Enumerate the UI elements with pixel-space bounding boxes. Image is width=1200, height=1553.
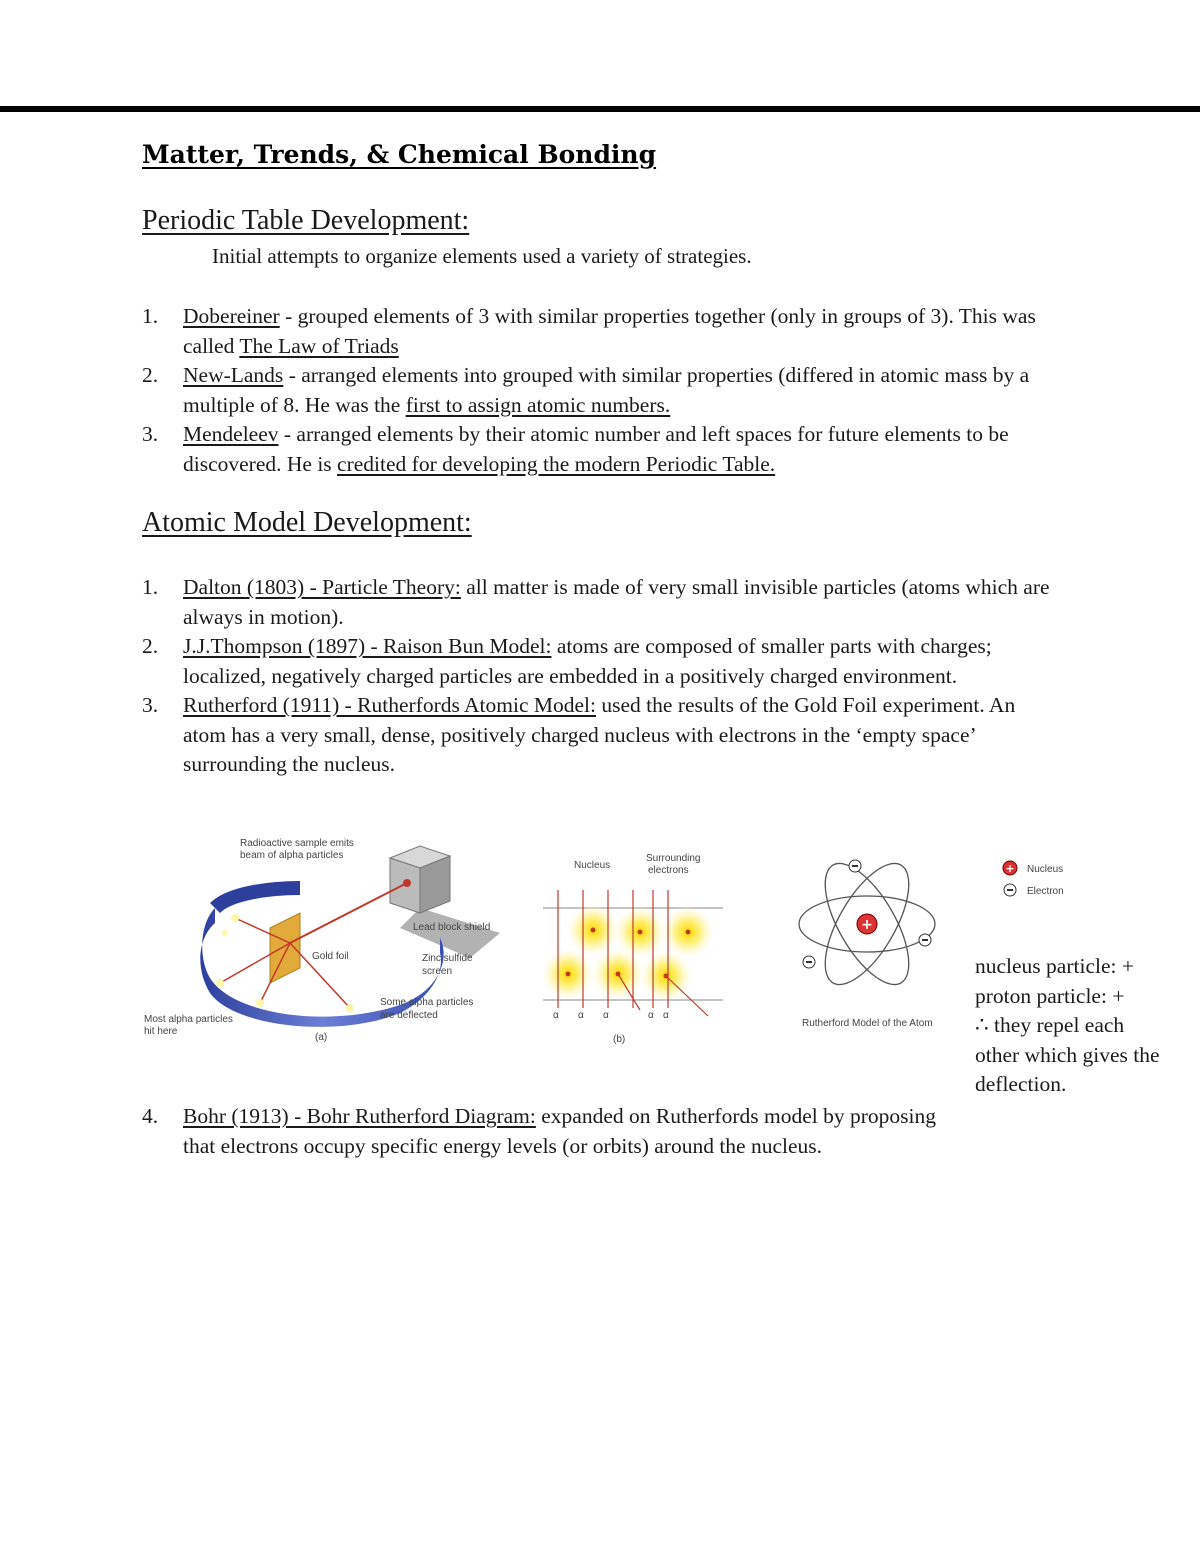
label-source: beam of alpha particles	[240, 850, 344, 861]
atomic-list-continued	[142, 1102, 962, 1161]
item-text: atoms are composed of smaller parts with charges; localized, negatively charged particles are embedded in a positively charged environment.	[183, 634, 992, 688]
label-zinc: Zinc sulfide	[422, 953, 473, 964]
item-name: Dalton (1803) - Particle Theory:	[183, 575, 461, 599]
figure-caption: (b)	[613, 1034, 626, 1045]
item-text: - arranged elements into grouped with similar properties (differed in atomic mass by a multiple of 8. He was the	[183, 363, 1030, 417]
list-item	[142, 573, 1062, 632]
label-most: Most alpha particles	[144, 1014, 233, 1025]
alpha-symbol: α	[603, 1010, 609, 1021]
item-number: 1.	[142, 304, 159, 328]
list-item	[142, 420, 1062, 479]
label-deflect: Some alpha particles	[380, 997, 474, 1008]
list-item	[142, 691, 1062, 780]
label-deflect: are deflected	[380, 1010, 438, 1021]
item-name: Rutherford (1911) - Rutherfords Atomic Model:	[183, 693, 597, 717]
side-note	[975, 952, 1197, 1100]
label-surround: Surrounding	[646, 853, 701, 864]
label-lead: Lead block shield	[413, 922, 491, 933]
item-name: New-Lands	[183, 363, 284, 387]
page-title: Matter, Trends, & Chemical Bonding	[142, 140, 657, 169]
label-source: Radioactive sample emits	[240, 838, 354, 849]
alpha-symbol: α	[663, 1010, 669, 1021]
item-highlight: first to assign atomic numbers.	[405, 392, 671, 417]
periodic-intro: Initial attempts to organize elements used a variety of strategies.	[212, 244, 752, 268]
nucleus-plus: +	[861, 917, 873, 933]
shadow-shape	[400, 908, 500, 958]
side-note-line: proton particle: +	[975, 983, 1125, 1008]
item-name: Dobereiner	[183, 304, 280, 328]
side-note-line: deflection.	[975, 1072, 1067, 1096]
alpha-symbol: α	[578, 1010, 584, 1021]
list-item	[142, 302, 1062, 361]
list-item	[142, 632, 1062, 691]
side-note-line: nucleus particle: +	[975, 954, 1134, 978]
item-text: all matter is made of very small invisible particles (atoms which are always in motion).	[183, 575, 1050, 629]
item-number: 2.	[142, 363, 159, 387]
item-text: used the results of the Gold Foil experiment. An atom has a very small, dense, positively charged nucleus with electrons in the ‘empty space’ surrounding the nucleus.	[183, 693, 1016, 776]
item-text: - arranged elements by their atomic number and left spaces for future elements to be discovered. He is	[183, 422, 1009, 476]
side-note-line: ∴ they repel each	[975, 1013, 1125, 1037]
item-number: 4.	[142, 1104, 159, 1128]
item-number: 2.	[142, 634, 159, 658]
screen-back	[215, 888, 300, 908]
legend-plus: +	[1005, 862, 1015, 875]
label-surround: electrons	[648, 865, 689, 876]
nucleus-scattering-figure	[538, 828, 728, 1048]
electron-clouds	[542, 904, 714, 1002]
legend-electron: Electron	[1027, 886, 1064, 897]
item-name: Bohr (1913) - Bohr Rutherford Diagram:	[183, 1104, 536, 1128]
item-number: 3.	[142, 422, 159, 446]
item-name: J.J.Thompson (1897) - Raison Bun Model:	[183, 634, 552, 658]
label-nucleus: Nucleus	[574, 860, 611, 871]
top-rule	[0, 106, 1200, 112]
atomic-list	[142, 573, 1062, 780]
item-name: Mendeleev	[183, 422, 279, 446]
gold-foil-experiment-figure	[140, 828, 510, 1048]
label-most: hit here	[144, 1026, 178, 1037]
figure-caption: (a)	[315, 1032, 328, 1043]
item-text: - grouped elements of 3 with similar properties together (only in groups of 3). This was called	[183, 304, 1036, 358]
item-number: 1.	[142, 575, 159, 599]
periodic-list	[142, 302, 1062, 479]
periodic-heading: Periodic Table Development:	[142, 205, 470, 236]
label-zinc: screen	[422, 966, 453, 977]
atomic-heading: Atomic Model Development:	[142, 507, 472, 538]
alpha-symbol: α	[553, 1010, 559, 1021]
item-number: 3.	[142, 693, 159, 717]
side-note-line: other which gives the	[975, 1042, 1160, 1067]
item-text: expanded on Rutherfords model by proposing that electrons occupy specific energy levels (or orbits) around the nucleus.	[183, 1104, 936, 1158]
list-item	[142, 1102, 962, 1161]
figure-caption: Rutherford Model of the Atom	[802, 1018, 933, 1029]
lead-block	[390, 846, 450, 913]
list-item	[142, 361, 1062, 420]
alpha-beam	[290, 884, 405, 943]
item-highlight: credited for developing the modern Periodic Table.	[337, 451, 776, 476]
item-highlight: The Law of Triads	[239, 333, 399, 358]
legend-nucleus: Nucleus	[1027, 864, 1064, 875]
alpha-symbol: α	[648, 1010, 654, 1021]
label-foil: Gold foil	[312, 951, 349, 962]
